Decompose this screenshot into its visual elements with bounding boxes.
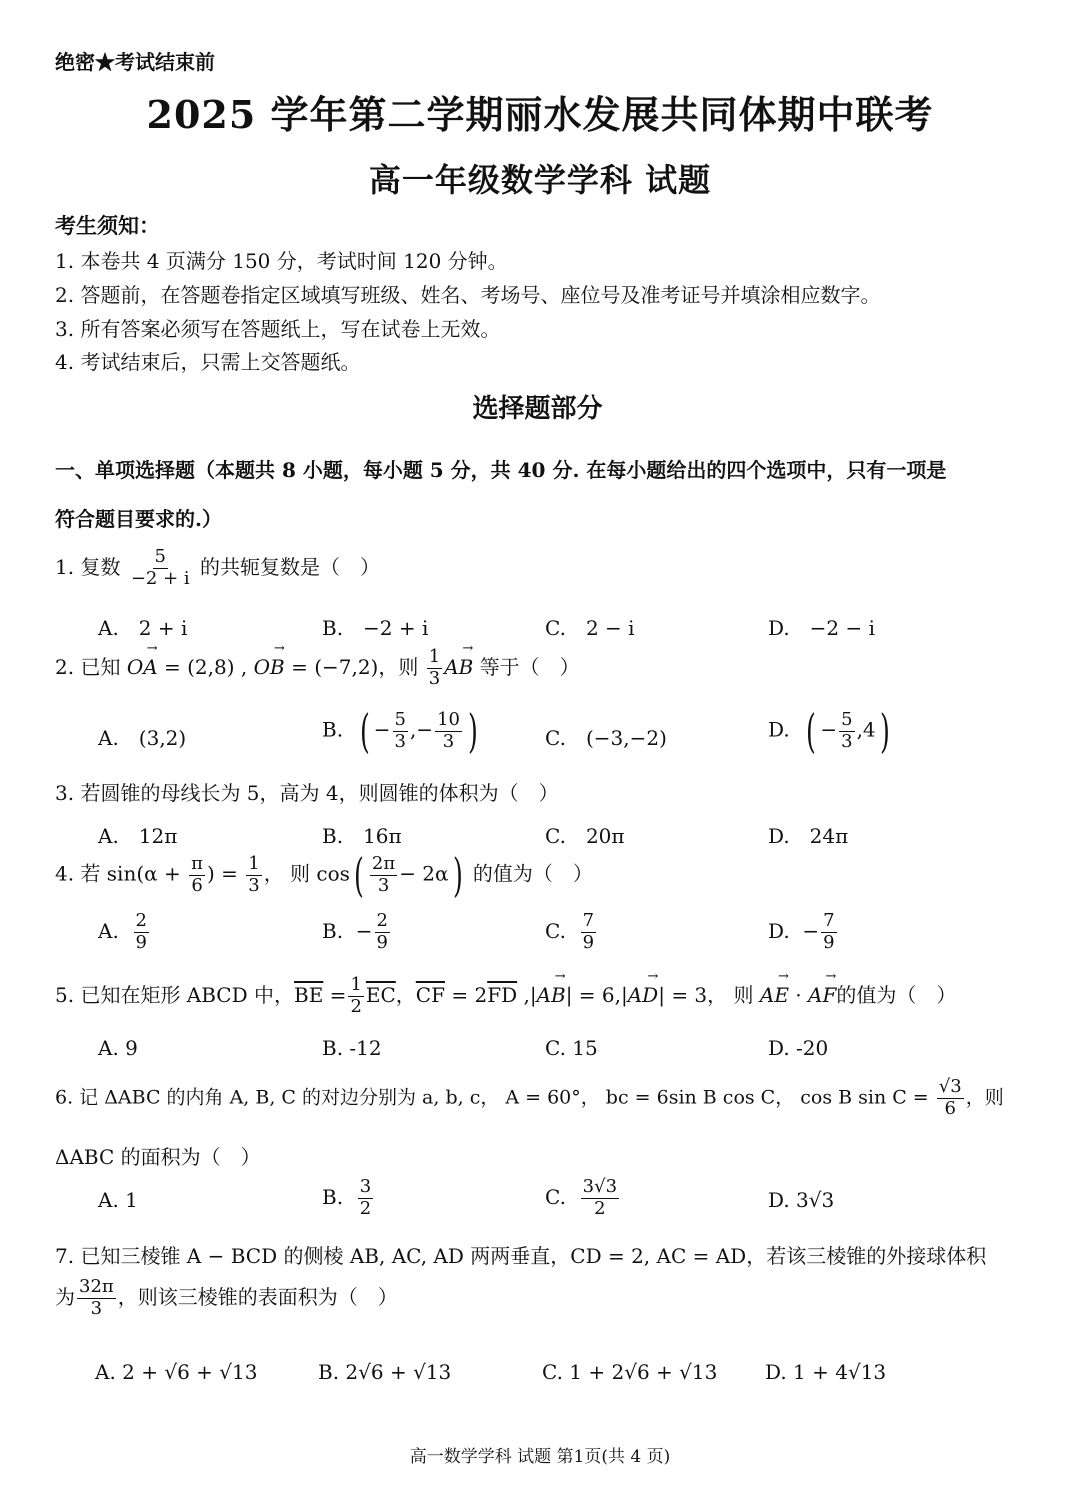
fraction	[581, 912, 596, 953]
vector-ab: AB →	[444, 655, 473, 679]
part-one-instructions-cont: 符合题目要求的.）	[55, 507, 222, 531]
fraction	[348, 976, 363, 1017]
segment-fd: $\overline{FD}$	[487, 982, 518, 1007]
question-6-stem-cont: ΔABC 的面积为（ ）	[55, 1145, 261, 1169]
stem-text: ,|	[517, 982, 537, 1007]
fraction-denominator: 3	[442, 730, 455, 752]
fraction-numerator: √3	[938, 1076, 962, 1097]
fraction	[427, 648, 442, 689]
option-label: C.	[545, 918, 566, 943]
fraction-numerator: 1	[350, 974, 362, 995]
left-paren: (	[359, 704, 370, 758]
question-1-stem	[55, 548, 380, 589]
question-1-option-a: A. 2 + i	[98, 616, 188, 640]
fraction-numerator: 5	[394, 708, 406, 730]
option-sign: −	[802, 918, 820, 943]
question-4-option-b	[322, 912, 392, 953]
fraction-denominator: 6	[191, 874, 203, 896]
right-paren: )	[452, 848, 463, 902]
fraction-denominator: 3	[248, 874, 260, 896]
right-paren: )	[879, 704, 890, 758]
fraction	[375, 912, 390, 953]
fraction	[937, 1078, 964, 1119]
question-2-option-a: A. (3,2)	[98, 726, 187, 750]
fraction-numerator: 10	[437, 708, 460, 730]
fraction-denominator: 3	[394, 730, 406, 752]
fraction-denominator: 9	[135, 931, 147, 953]
left-paren: (	[806, 704, 817, 758]
vector-ad: AD →	[628, 983, 658, 1007]
question-1-option-c: C. 2 − i	[545, 616, 635, 640]
question-3-option-a: A. 12π	[98, 824, 178, 848]
question-4-option-c	[545, 912, 598, 953]
question-5-option-c: C. 15	[545, 1036, 598, 1060]
question-3-option-c: C. 20π	[545, 824, 625, 848]
question-3-option-b: B. 16π	[322, 824, 402, 848]
fraction	[393, 708, 408, 752]
fraction-denominator: 2	[594, 1197, 606, 1219]
part-one-instructions: 一、单项选择题（本题共 8 小题，每小题 5 分，共 40 分. 在每小题给出的四个选项中，只有一项是	[55, 458, 947, 482]
question-6-option-b	[322, 1178, 375, 1219]
segment-cf: $\overline{CF}$	[415, 982, 445, 1007]
stem-text: 5. 已知在矩形 ABCD 中，	[55, 982, 295, 1007]
fraction-denominator: 9	[823, 931, 835, 953]
fraction-numerator: 2	[376, 910, 388, 931]
question-1-option-d: D. −2 − i	[768, 616, 876, 640]
fraction-numerator: 3	[359, 1176, 372, 1197]
notice-item: 1. 本卷共 4 页满分 150 分，考试时间 120 分钟。	[55, 249, 508, 273]
fraction-numerator: 1	[428, 646, 441, 667]
fraction-numerator: 2	[135, 910, 147, 931]
question-1-option-b: B. −2 + i	[322, 616, 429, 640]
notice-heading: 考生须知：	[55, 213, 160, 238]
fraction-numerator: 5	[154, 546, 166, 567]
fraction-numerator: 7	[823, 910, 835, 931]
stem-text: ·	[788, 982, 808, 1007]
question-6-option-a: A. 1	[98, 1188, 138, 1212]
segment-ec: $\overline{EC}$	[365, 982, 396, 1007]
fraction-denominator: 3	[90, 1297, 103, 1319]
fraction-numerator: 32π	[79, 1276, 114, 1297]
stem-text: 2. 已知	[55, 654, 121, 679]
question-6-option-d: D. 3√3	[768, 1188, 835, 1212]
option-label: D.	[768, 717, 790, 742]
question-3-stem: 3. 若圆锥的母线长为 5，高为 4，则圆锥的体积为（ ）	[55, 781, 559, 805]
question-7-stem-cont	[55, 1278, 398, 1319]
stem-text: − 2α	[399, 861, 449, 886]
fraction-denominator: 3	[377, 874, 390, 896]
fraction	[370, 852, 397, 896]
secret-mark: 绝密★考试结束前	[55, 50, 215, 74]
stem-text: | = 6,|	[565, 982, 628, 1007]
fraction-denominator: −2 + i	[130, 567, 190, 589]
option-sign: −	[355, 918, 373, 943]
stem-text: | = 3， 则	[658, 982, 754, 1007]
question-7-stem: 7. 已知三棱锥 A − BCD 的侧棱 AB, AC, AD 两两垂直，CD = 2, AC = AD，若该三棱锥的外接球体积	[55, 1244, 987, 1268]
fraction	[839, 708, 854, 752]
question-6-option-c	[545, 1178, 621, 1219]
question-5-stem	[55, 976, 956, 1017]
option-tail: ,4	[856, 717, 876, 742]
question-4-option-a	[98, 912, 151, 953]
option-label: C.	[545, 1184, 566, 1209]
fraction	[581, 1178, 619, 1219]
stem-text: 6. 记 ΔABC 的内角 A, B, C 的对边分别为 a, b, c， A = 60°， bc = 6sin B cos C， cos B sin C =	[55, 1086, 929, 1109]
question-4-option-d	[768, 912, 839, 953]
fraction-denominator: 2	[350, 995, 362, 1017]
notice-item: 3. 所有答案必须写在答题纸上，写在试卷上无效。	[55, 317, 501, 341]
question-2-stem	[55, 648, 580, 689]
stem-text: 的共轭复数是（ ）	[200, 554, 380, 579]
option-label: D.	[768, 918, 790, 943]
stem-text: = 2	[444, 982, 488, 1007]
page-footer: 高一数学学科 试题 第1页(共 4 页)	[409, 1447, 671, 1467]
question-2-option-b: B. ( − $\frac{5}{3}$ ,− $\frac{10}{3}$ )	[322, 704, 478, 758]
fraction-numerator: 7	[582, 910, 595, 931]
vector-ab: AB →	[537, 983, 566, 1007]
fraction	[134, 912, 149, 953]
fraction-numerator: 1	[248, 852, 260, 874]
fraction-denominator: 2	[359, 1197, 372, 1219]
question-6-stem	[55, 1078, 1004, 1119]
segment-be: $\overline{BE}$	[294, 982, 324, 1007]
fraction	[821, 912, 836, 953]
question-7-option-b: B. 2√6 + √13	[318, 1360, 452, 1384]
option-label: B.	[322, 717, 344, 742]
option-label: B.	[322, 1184, 344, 1209]
fraction-numerator: π	[191, 852, 203, 874]
stem-text: 4. 若 sin(α +	[55, 861, 181, 886]
vector-ae: AE →	[760, 983, 789, 1007]
question-7-option-c: C. 1 + 2√6 + √13	[542, 1360, 718, 1384]
notice-item: 2. 答题前，在答题卷指定区域填写班级、姓名、考场号、座位号及准考证号并填涂相应数字。	[55, 283, 881, 307]
fraction-numerator: 5	[841, 708, 853, 730]
question-7-option-a: A. 2 + √6 + √13	[95, 1360, 258, 1384]
fraction-denominator: 9	[582, 931, 595, 953]
stem-text: ，则	[965, 1086, 1004, 1109]
vector-oa: OA →	[127, 655, 158, 679]
fraction	[246, 852, 261, 896]
stem-text: =	[323, 982, 347, 1007]
question-7-option-d: D. 1 + 4√13	[765, 1360, 887, 1384]
stem-text: 1. 复数	[55, 554, 121, 579]
fraction-denominator: 9	[376, 931, 388, 953]
stem-text: ) =	[206, 861, 238, 886]
left-paren: (	[353, 848, 364, 902]
vector-af: AF →	[808, 983, 836, 1007]
vector-ob: OB →	[254, 655, 285, 679]
section-title: 选择题部分	[472, 394, 603, 424]
exam-subtitle: 高一年级数学学科 试题	[368, 161, 712, 199]
fraction	[358, 1178, 373, 1219]
option-label: A.	[98, 918, 119, 943]
stem-text: 为	[55, 1284, 75, 1309]
fraction	[189, 852, 205, 896]
notice-item: 4. 考试结束后，只需上交答题纸。	[55, 350, 361, 374]
option-label: B.	[322, 918, 344, 943]
fraction-denominator: 6	[944, 1097, 956, 1119]
question-3-option-d: D. 24π	[768, 824, 849, 848]
stem-text: 的值为（ ）	[836, 982, 957, 1007]
question-4-stem	[55, 848, 593, 902]
question-5-option-d: D. -20	[768, 1036, 829, 1060]
fraction	[129, 548, 192, 589]
stem-text: 的值为（ ）	[472, 861, 593, 886]
question-2-option-c: C. (−3,−2)	[545, 726, 667, 750]
fraction	[77, 1278, 116, 1319]
stem-text: ， 则 cos	[263, 861, 350, 886]
fraction-numerator: 2π	[371, 852, 396, 874]
fraction-numerator: 3√3	[582, 1176, 618, 1197]
stem-text: ，则该三棱锥的表面积为（ ）	[117, 1284, 398, 1309]
right-paren: )	[468, 704, 478, 758]
fraction	[435, 708, 462, 752]
stem-text: ，	[395, 982, 416, 1007]
question-5-option-b: B. -12	[322, 1036, 382, 1060]
stem-text: = (2,8) ,	[157, 654, 248, 679]
exam-title: 2025 学年第二学期丽水发展共同体期中联考	[146, 92, 934, 137]
question-5-option-a: A. 9	[98, 1036, 138, 1060]
stem-text: = (−7,2)，则	[284, 654, 419, 679]
question-2-option-d: D. ( − $\frac{5}{3}$ ,4)	[768, 704, 890, 758]
fraction-denominator: 3	[841, 730, 853, 752]
stem-text: 等于（ ）	[479, 654, 580, 679]
fraction-denominator: 3	[428, 667, 441, 689]
